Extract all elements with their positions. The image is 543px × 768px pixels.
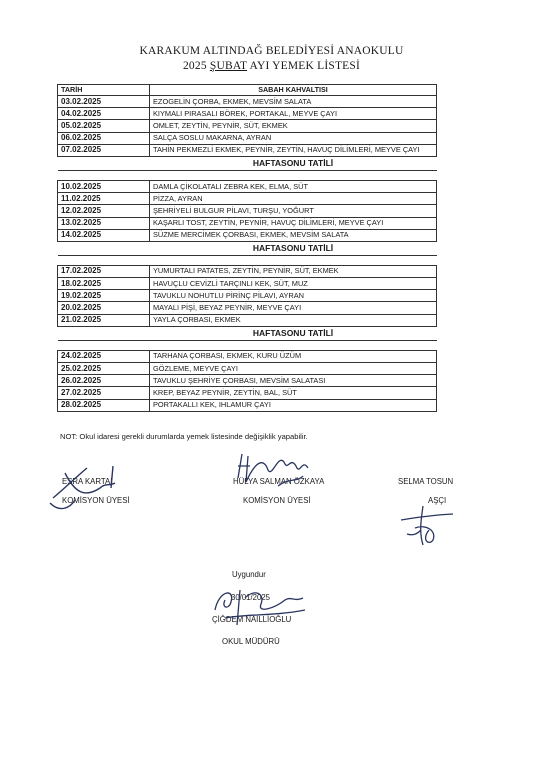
weekend-spacer: [58, 156, 150, 170]
handwritten-signature-3: [393, 500, 463, 550]
meal-cell: PORTAKALLI KEK, IHLAMUR ÇAYI: [150, 399, 437, 411]
table-row: [58, 399, 437, 411]
weekend-row: [58, 326, 437, 340]
weekend-label: HAFTASONU TATİLİ: [150, 241, 437, 255]
meal-cell: TAVUKLU NOHUTLU PİRİNÇ PİLAVI, AYRAN: [150, 290, 437, 302]
date-cell: 24.02.2025: [58, 350, 150, 362]
subtitle-year: 2025: [182, 60, 210, 72]
date-cell: 13.02.2025: [58, 217, 150, 229]
subtitle-month: ŞUBAT: [209, 60, 248, 72]
table-row: [58, 229, 437, 241]
date-column-header: TARİH: [58, 85, 150, 96]
meal-cell: KAŞARLI TOST, ZEYTİN, PEYNİR, HAVUÇ DİLİMLERİ, MEYVE ÇAYI: [150, 217, 437, 229]
table-row: [58, 193, 437, 205]
weekend-label: HAFTASONU TATİLİ: [150, 326, 437, 340]
principal-name: ÇİĞDEM NAİLLİOĞLU: [212, 615, 292, 624]
weekend-spacer: [58, 241, 150, 255]
meal-cell: KREP, BEYAZ PEYNİR, ZEYTİN, BAL, SÜT: [150, 387, 437, 399]
spacer-cell: [150, 255, 437, 265]
subtitle-rest: AYI YEMEK LİSTESİ: [247, 60, 361, 72]
table-row: [58, 108, 437, 120]
signatory-name: ESRA KARTAL: [62, 477, 115, 486]
spacer-cell: [58, 170, 150, 180]
date-cell: 07.02.2025: [58, 144, 150, 156]
signatory-name: HÜLYA SALMAN ÖZKAYA: [233, 477, 325, 486]
table-row: [58, 350, 437, 362]
signatory-role: KOMİSYON ÜYESİ: [62, 496, 130, 505]
signatory-role: AŞÇI: [428, 496, 447, 505]
date-cell: 28.02.2025: [58, 399, 150, 411]
table-header-row: [58, 85, 437, 96]
table-row: [58, 217, 437, 229]
principal-role: OKUL MÜDÜRÜ: [222, 637, 280, 646]
approval-label: Uygundur: [232, 570, 266, 579]
date-cell: 04.02.2025: [58, 108, 150, 120]
signatory-role: KOMİSYON ÜYESİ: [243, 496, 311, 505]
table-row: [58, 278, 437, 290]
date-cell: 06.02.2025: [58, 132, 150, 144]
meal-cell: SALÇA SOSLU MAKARNA, AYRAN: [150, 132, 437, 144]
spacer-row: [58, 340, 437, 350]
date-cell: 14.02.2025: [58, 229, 150, 241]
meal-cell: TAHİN PEKMEZLİ EKMEK, PEYNİR, ZEYTİN, HAVUÇ DİLİMLERİ, MEYVE ÇAYI: [150, 144, 437, 156]
footnote: NOT: Okul idaresi gerekli durumlarda yemek listesinde değişiklik yapabilir.: [60, 432, 308, 441]
signatory-name: SELMA TOSUN: [398, 477, 454, 486]
table-row: [58, 387, 437, 399]
breakfast-column-header: SABAH KAHVALTISI: [150, 85, 437, 96]
document-title: KARAKUM ALTINDAĞ BELEDİYESİ ANAOKULU: [139, 45, 404, 57]
spacer-cell: [150, 340, 437, 350]
table-row: [58, 363, 437, 375]
table-row: [58, 302, 437, 314]
weekend-spacer: [58, 326, 150, 340]
date-cell: 05.02.2025: [58, 120, 150, 132]
meal-cell: EZOGELİN ÇORBA, EKMEK, MEVSİM SALATA: [150, 96, 437, 108]
date-cell: 18.02.2025: [58, 278, 150, 290]
date-cell: 12.02.2025: [58, 205, 150, 217]
meal-cell: PİZZA, AYRAN: [150, 193, 437, 205]
signature-block-2: [233, 477, 324, 505]
signature-block-3: [398, 477, 453, 505]
date-cell: 25.02.2025: [58, 363, 150, 375]
meal-cell: SÜZME MERCİMEK ÇORBASI, EKMEK, MEVSİM SALATA: [150, 229, 437, 241]
table-row: [58, 314, 437, 326]
date-cell: 27.02.2025: [58, 387, 150, 399]
table-row: [58, 180, 437, 192]
meal-cell: YAYLA ÇORBASI, EKMEK: [150, 314, 437, 326]
table-row: [58, 205, 437, 217]
weekend-row: [58, 241, 437, 255]
date-cell: 11.02.2025: [58, 193, 150, 205]
menu-table: [57, 84, 437, 412]
weekend-row: [58, 156, 437, 170]
date-cell: 26.02.2025: [58, 375, 150, 387]
date-cell: 20.02.2025: [58, 302, 150, 314]
spacer-cell: [150, 170, 437, 180]
menu-table-body: [58, 85, 437, 412]
meal-cell: YUMURTALI PATATES, ZEYTİN, PEYNİR, SÜT, EKMEK: [150, 265, 437, 277]
date-cell: 19.02.2025: [58, 290, 150, 302]
spacer-cell: [58, 255, 150, 265]
meal-cell: MAYALI PİŞİ, BEYAZ PEYNİR, MEYVE ÇAYI: [150, 302, 437, 314]
table-row: [58, 265, 437, 277]
signature-block-1: [62, 477, 130, 505]
date-cell: 17.02.2025: [58, 265, 150, 277]
meal-cell: KIYMALI PIRASALI BÖREK, PORTAKAL, MEYVE ÇAYI: [150, 108, 437, 120]
table-row: [58, 120, 437, 132]
table-row: [58, 290, 437, 302]
document-subtitle: [0, 60, 543, 72]
table-row: [58, 96, 437, 108]
date-cell: 10.02.2025: [58, 180, 150, 192]
meal-cell: OMLET, ZEYTİN, PEYNİR, SÜT, EKMEK: [150, 120, 437, 132]
meal-cell: TARHANA ÇORBASI, EKMEK, KURU ÜZÜM: [150, 350, 437, 362]
table-row: [58, 375, 437, 387]
date-cell: 03.02.2025: [58, 96, 150, 108]
spacer-row: [58, 255, 437, 265]
meal-cell: TAVUKLU ŞEHRİYE ÇORBASI, MEVSİM SALATASI: [150, 375, 437, 387]
spacer-cell: [58, 340, 150, 350]
spacer-row: [58, 170, 437, 180]
table-row: [58, 144, 437, 156]
weekend-label: HAFTASONU TATİLİ: [150, 156, 437, 170]
approval-date: 30/01/2025: [231, 593, 271, 602]
date-cell: 21.02.2025: [58, 314, 150, 326]
meal-cell: GÖZLEME, MEYVE ÇAYI: [150, 363, 437, 375]
meal-cell: ŞEHRİYELİ BULGUR PİLAVI, TURŞU, YOĞURT: [150, 205, 437, 217]
meal-cell: HAVUÇLU CEVİZLİ TARÇINLI KEK, SÜT, MUZ: [150, 278, 437, 290]
table-row: [58, 132, 437, 144]
meal-cell: DAMLA ÇİKOLATALI ZEBRA KEK, ELMA, SÜT: [150, 180, 437, 192]
